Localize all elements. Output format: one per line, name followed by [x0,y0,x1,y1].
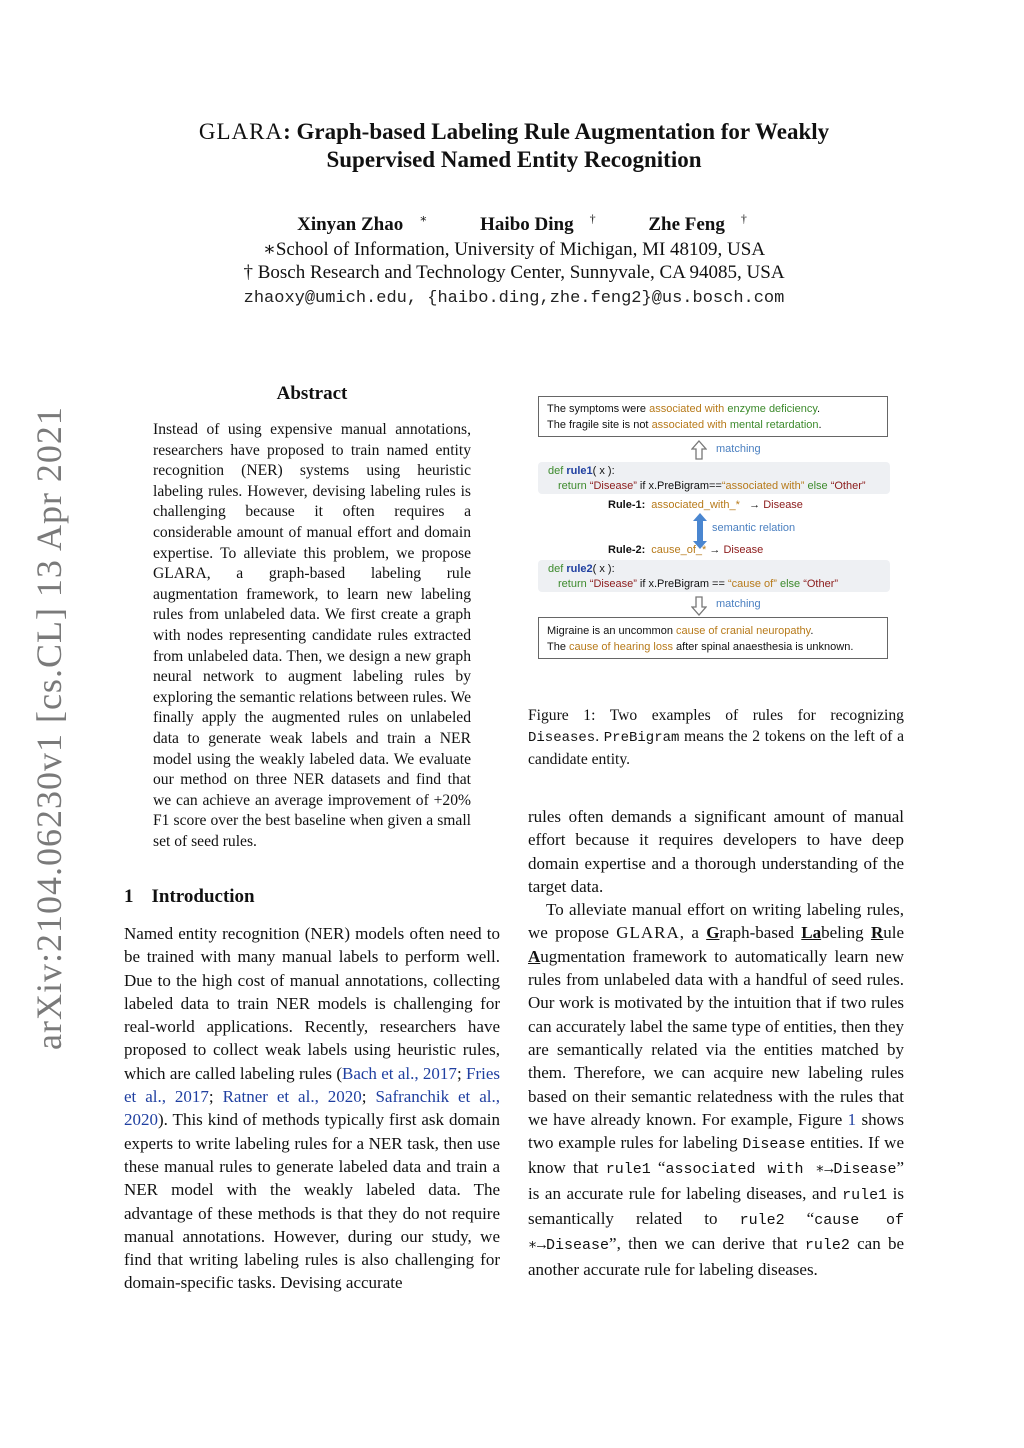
rule1-code-block: def rule1( x ): return “Disease” if x.PreBigram==“associated with” else “Other” [538,462,890,494]
example-sentence: The cause of hearing loss after spinal anaesthesia is unknown. [547,641,854,653]
paragraph: rules often demands a significant amount of manual effort because it requires developers to have deep domain expertise and a thorough understanding of the target data. [528,807,904,896]
abstract-text: Instead of using expensive manual annotations, researchers have proposed to train named entity recognition (NER) systems using heuristic labeling rules. However, devising labeling rules is challenging because it often requires a considerable amount of manual effort and domain expertise. To alleviate this problem, we propose GLARA, a graph-based labeling rule augmentation framework, to learn new labeling rules from unlabeled data. We first create a graph with nodes representing candidate rules extracted from unlabeled data. Then, we design a new graph neural network to augment labeling rules by exploring the semantic relations between rules. We finally apply the augmented rules on unlabeled data to generate weak labels and train a NER model using the weakly labeled data. We evaluate our method on three NER datasets and find that we can achieve an average improvement of +20% F1 score over the best baseline when given a small set of seed rules. [153,421,471,850]
semantic-relation-label: semantic relation [712,522,796,534]
rule1-pattern: Rule-1: associated_with_* → Disease [608,499,803,511]
arxiv-identifier-stamp: arXiv:2104.06230v1 [cs.CL] 13 Apr 2021 [29,406,69,1050]
down-arrow-icon [691,596,707,616]
affiliation: † Bosch Research and Technology Center, Sunnyvale, CA 94085, USA [243,262,785,283]
example-sentence: The symptoms were associated with enzyme deficiency. [547,403,821,415]
rule2-code-block: def rule2( x ): return “Disease” if x.PreBigram == “cause of” else “Other” [538,560,890,592]
matching-label: matching [716,598,761,610]
author-list [150,212,878,236]
citation-link[interactable]: Fries et al., 2017 [124,1063,500,1107]
affiliation: ∗School of Information, University of Michigan, MI 48109, USA [262,239,766,260]
figure-caption: Figure 1: Two examples of rules for recognizing Diseases. PreBigram means the 2 tokens on the left of a candidate entity. [528,707,905,768]
title-line-1: : Graph-based Labeling Rule Augmentation for Weakly [283,119,830,144]
figure-1 [538,396,892,664]
title-system-name: GLARA [198,119,284,144]
example-sentence: Migraine is an uncommon cause of cranial neuropathy. [547,625,814,637]
author: Haibo Ding † [480,212,596,236]
author: Xinyan Zhao ∗ [297,212,428,236]
citation-link[interactable]: Bach et al., 2017 [341,1063,457,1083]
figure-reference-link[interactable]: 1 [847,1109,857,1129]
title-line-2: Supervised Named Entity Recognition [326,147,702,172]
introduction-paragraph: Named entity recognition (NER) models often need to be trained with many manual labels to perform well. Due to the high cost of manual annotations, collecting labeled data to train NER models is challenging for real-world applications. Recently, researchers have proposed to collect weak labels using heuristic rules, which are called labeling rules (Bach et al., 2017; Fries et al., 2017; Ratner et al., 2020; Safranchik et al., 2020). This kind of methods typically first ask domain experts to write labeling rules for a NER task, then use these manual rules to generate labeled data and train a NER model with the weakly labeled data. The advantage of these methods is that they do not require manual annotations. However, during our study, we find that writing labeling rules is also challenging for domain-specific tasks. Devising accurate [124,924,500,1293]
citation-link[interactable]: Ratner et al., 2020 [222,1087,362,1107]
citation-link[interactable]: Safranchik et al., 2020 [124,1087,500,1130]
up-arrow-icon [691,440,707,460]
abstract-heading: Abstract [276,383,348,404]
matching-label: matching [716,443,761,455]
paper-title [150,118,878,174]
author: Zhe Feng † [648,212,747,236]
section-heading-introduction [124,886,255,908]
example-sentence: The fragile site is not associated with mental retardation. [547,419,822,431]
example-sentences-rule1 [538,396,888,437]
rule2-pattern: Rule-2: cause_of_* → Disease [608,544,764,556]
section-number: 1 [124,886,134,907]
paragraph: To alleviate manual effort on writing labeling rules, we propose GLARA, a Graph-based Labeling Rule Augmentation framework to automatically learn new rules from unlabeled data with a handful of seed rules. Our work is motivated by the intuition that if two rules can accurately label the same type of entities, then they are semantically related via the entities matched by them. Therefore, we can acquire new labeling rules based on their semantic relatedness with the rules that we have already known. For example, Figure 1 shows two example rules for labeling Disease entities. If we know that rule1 “associated with ∗→Disease” is an accurate rule for labeling diseases, and rule1 is semantically related to rule2 “cause of ∗→Disease”, then we can derive that rule2 can be another accurate rule for labeling diseases. [528,900,905,1279]
example-sentences-rule2 [538,617,888,659]
right-column-text [528,805,904,1281]
section-title: Introduction [151,886,255,907]
author-emails: zhaoxy@umich.edu, {haibo.ding,zhe.feng2}@us.bosch.com [243,289,785,308]
